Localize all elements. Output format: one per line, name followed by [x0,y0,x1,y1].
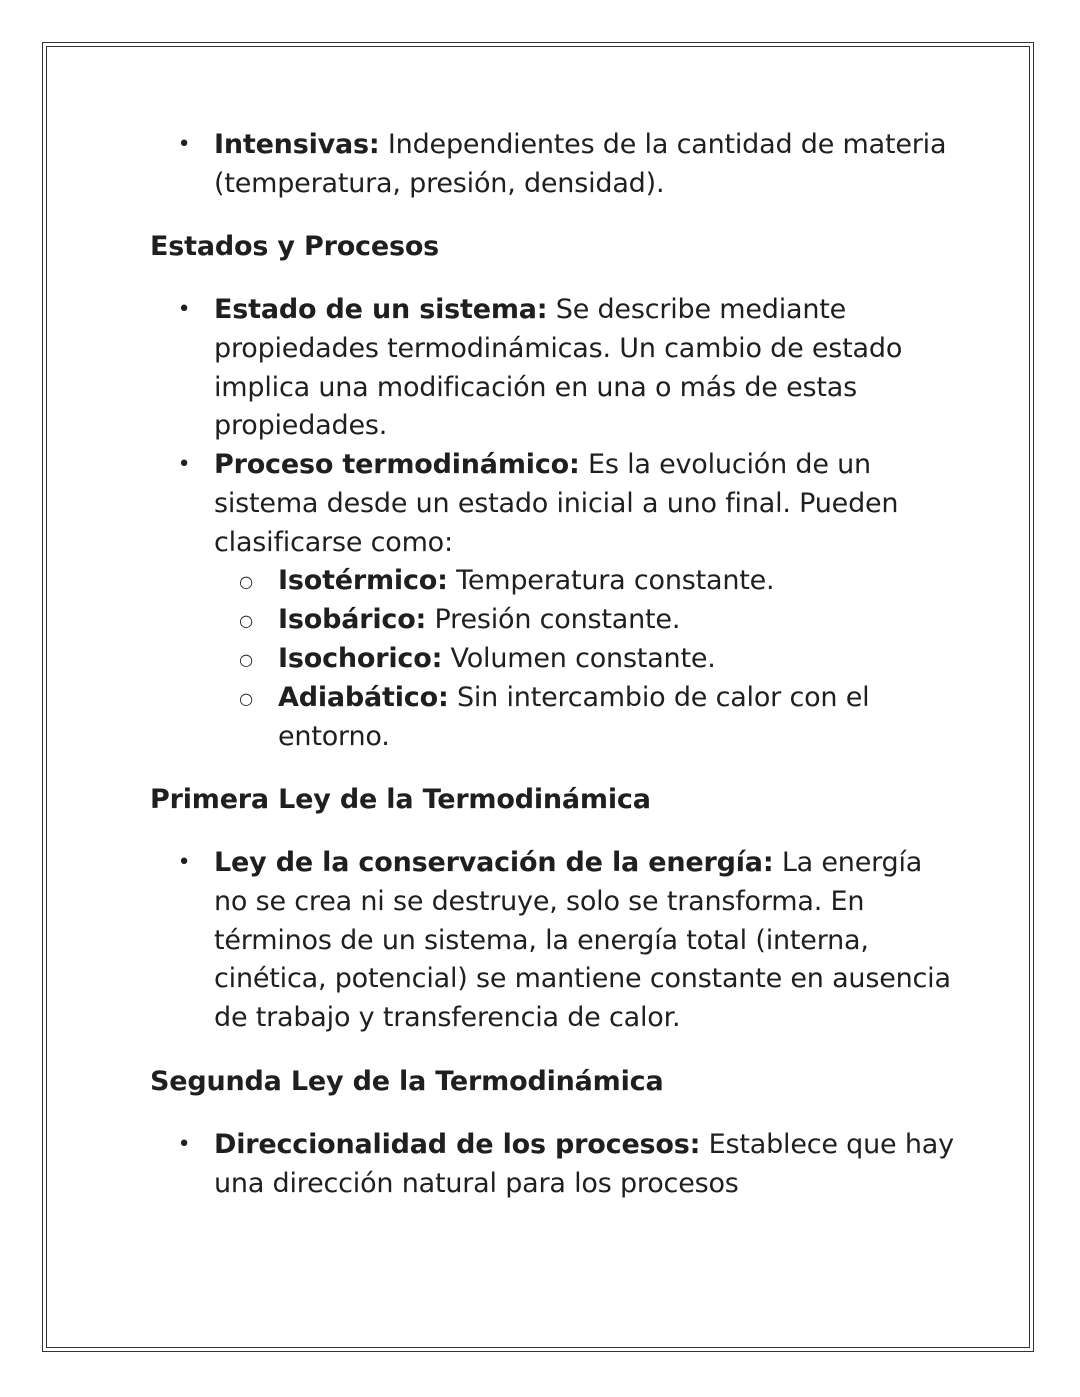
bullet-icon: • [177,1132,191,1157]
item-term: Ley de la conservación de la energía: [214,847,774,878]
list-item [177,126,954,204]
circle-bullet-icon: ○ [239,689,253,708]
item-text: La energía no se crea ni se destruye, solo se transforma. En términos de un sistema, la energía total (interna, cinética, potencial) se mantiene constante en ausencia de trabajo y transferencia de calor. [214,847,951,1034]
list-item [177,1126,954,1204]
item-text: Sin intercambio de calor con el entorno. [278,682,870,752]
item-term: Isochorico: [278,643,443,674]
list-item [177,844,954,1038]
list-item [177,291,954,446]
item-text: Se describe mediante propiedades termodinámicas. Un cambio de estado implica una modificación en una o más de estas propiedades. [214,294,903,442]
item-text: Presión constante. [426,604,681,635]
item-text: Volumen constante. [442,643,716,674]
section-heading: Segunda Ley de la Termodinámica [150,1066,664,1097]
item-term: Isobárico: [278,604,427,635]
item-term: Estado de un sistema: [214,294,548,325]
sub-list-item [239,679,958,757]
list-item [177,446,954,562]
item-text: Independientes de la cantidad de materia (temperatura, presión, densidad). [214,129,947,199]
circle-bullet-icon: ○ [239,611,253,630]
item-term: Isotérmico: [278,565,448,596]
bullet-icon: • [177,297,191,322]
circle-bullet-icon: ○ [239,650,253,669]
item-term: Adiabático: [278,682,449,713]
item-text: Es la evolución de un sistema desde un estado inicial a uno final. Pueden clasificarse como: [214,449,899,558]
sub-list-item [239,601,958,640]
item-term: Direccionalidad de los procesos: [214,1129,701,1160]
bullet-icon: • [177,452,191,477]
item-term: Proceso termodinámico: [214,449,580,480]
section-heading: Estados y Procesos [150,231,440,262]
circle-bullet-icon: ○ [239,572,253,591]
sub-list-item [239,640,958,679]
item-term: Intensivas: [214,129,380,160]
item-text: Temperatura constante. [447,565,775,596]
sub-list-item [239,562,958,601]
section-heading: Primera Ley de la Termodinámica [150,784,651,815]
item-text: Establece que hay una dirección natural para los procesos [214,1129,954,1199]
bullet-icon: • [177,850,191,875]
bullet-icon: • [177,132,191,157]
